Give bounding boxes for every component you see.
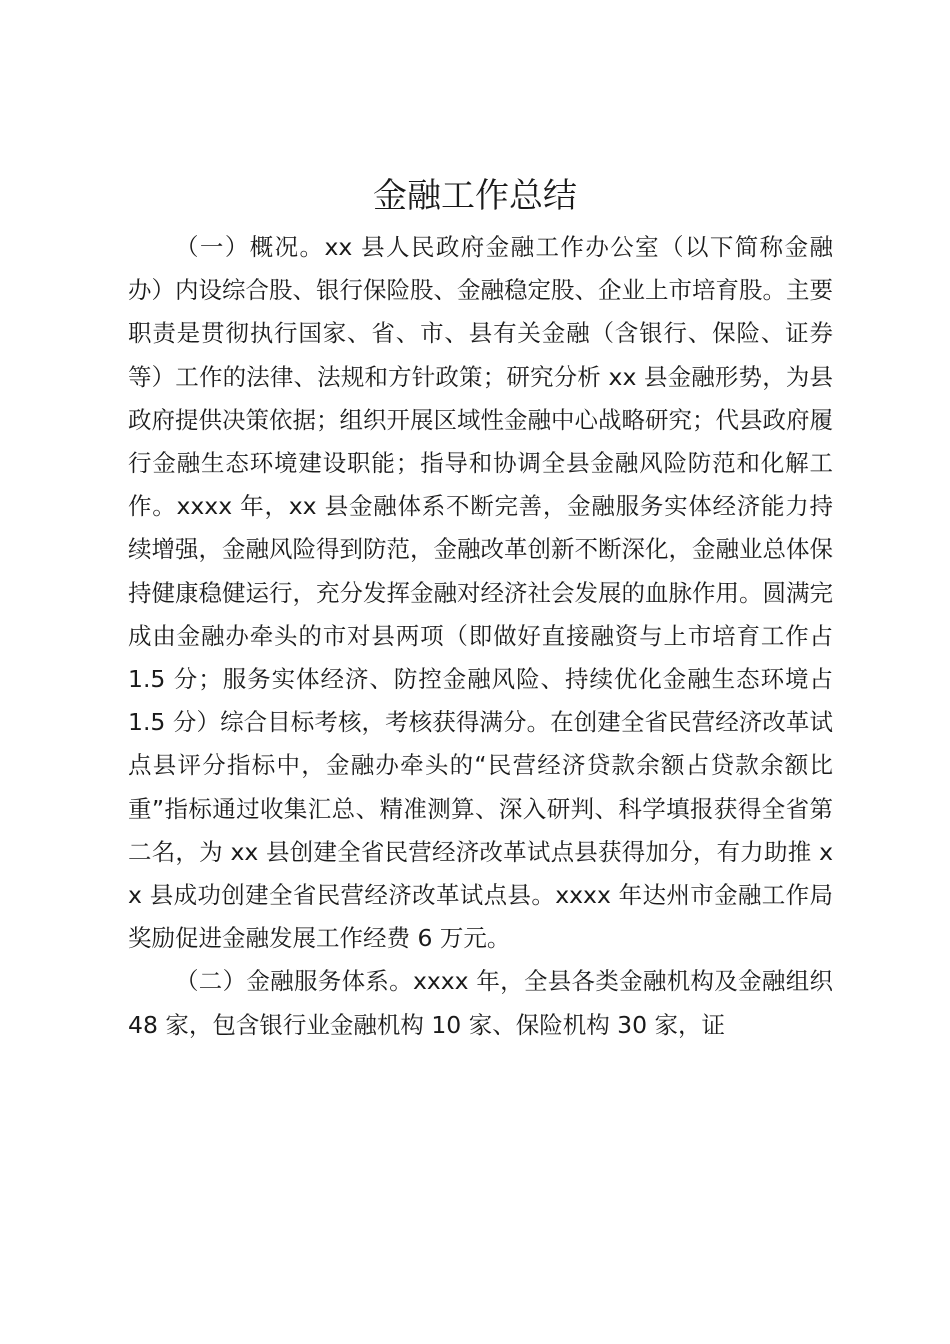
- document-title: 金融工作总结: [373, 176, 577, 216]
- paragraph-financial-service-system: （二）金融服务体系。xxxx 年，全县各类金融机构及金融组织 48 家，包含银行业金融机构 10 家、保险机构 30 家，证: [128, 967, 833, 1039]
- document-body: [128, 226, 833, 1047]
- paragraph-overview: （一）概况。xx 县人民政府金融工作办公室（以下简称金融办）内设综合股、银行保险股、金融稳定股、企业上市培育股。主要职责是贯彻执行国家、省、市、县有关金融（含银行、保险、证券等）工作的法律、法规和方针政策；研究分析 xx 县金融形势，为县政府提供决策依据；组织开展区域性金融中心战略研究；代县政府履行金融生态环境建设职能；指导和协调全县金融风险防范和化解工作。xxxx 年，xx 县金融体系不断完善，金融服务实体经济能力持续增强，金融风险得到防范，金融改革创新不断深化，金融业总体保持健康稳健运行，充分发挥金融对经济社会发展的血脉作用。圆满完成由金融办牵头的市对县两项（即做好直接融资与上市培育工作占 1.5 分；服务实体经济、防控金融风险、持续优化金融生态环境占 1.5 分）综合目标考核，考核获得满分。在创建全省民营经济改革试点县评分指标中，金融办牵头的“民营经济贷款余额占贷款余额比重”指标通过收集汇总、精准测算、深入研判、科学填报获得全省第二名，为 xx 县创建全省民营经济改革试点县获得加分，有力助推 xx 县成功创建全省民营经济改革试点县。xxxx 年达州市金融工作局奖励促进金融发展工作经费 6 万元。: [128, 233, 833, 953]
